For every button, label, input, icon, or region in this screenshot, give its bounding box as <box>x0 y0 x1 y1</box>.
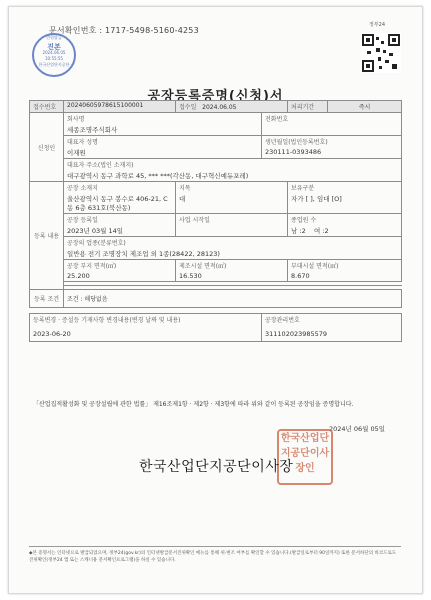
employees-female: 여 :2 <box>313 227 329 235</box>
issue-date: 2024년 06월 05일 <box>329 425 386 433</box>
facility-area-value: 16.530 <box>179 272 202 280</box>
receipt-no-value: 20240605978615100001 <box>64 101 176 113</box>
gov24-label: 정부24 <box>369 22 386 28</box>
birth-value: 230111-0393486 <box>265 148 322 156</box>
land-cell <box>176 182 288 214</box>
document-title: 공장등록증명(신청)서 <box>147 89 284 104</box>
change-row <box>30 314 402 342</box>
receipt-no-label: 접수번호 <box>30 101 64 113</box>
issuance-seal-time: 10:55:55 <box>45 56 63 61</box>
company-row <box>30 113 402 136</box>
issuance-seal-icon <box>32 33 76 77</box>
industry-label: 공장의 업종(분류번호) <box>67 240 126 247</box>
certificate-table <box>29 100 402 342</box>
site-area-value: 25.200 <box>67 272 90 280</box>
footer-divider <box>29 546 401 547</box>
verification-footnote: ◆본 증명서는 인터넷으로 발급되었으며, 정부24(gov.kr)의 인터넷발급문서진위확인 메뉴를 통해 위·변조 여부를 확인할 수 있습니다.(발급일로부터 90일까지) 또한 문서하단의 바코드로도 진위확인(정부24 앱 또는 스캐너용 문서확인프로그램)을 하실 수 있습니다. <box>29 551 397 563</box>
document-page <box>8 6 423 594</box>
address-row <box>30 159 402 182</box>
area-row <box>30 260 402 282</box>
document-number: 문서확인번호 : 1717-5498-5160-4253 <box>49 26 199 35</box>
document-number-label: 문서확인번호 <box>49 26 97 35</box>
conditions-label: 등록 조건 <box>30 290 64 308</box>
ownership-value: 자가 [ ], 임대 [O] <box>291 195 342 203</box>
employees-cell <box>288 214 402 237</box>
phone-cell <box>262 113 402 136</box>
period-label: 처리기간 <box>288 101 328 113</box>
receipt-row <box>30 101 402 113</box>
facility-area-label: 제조시설 면적(㎡) <box>179 263 227 270</box>
issuer-name: 한국산업단지공단이사장 <box>139 459 294 475</box>
issuance-seal-date: 2024.06.05 <box>42 50 66 55</box>
location-value: 울산광역시 동구 봉수로 406-21, C동 6층 631호(북산동) <box>67 195 168 212</box>
receipt-date <box>176 101 288 113</box>
regdate-label: 공장 등록일 <box>67 217 98 224</box>
location-label: 공장 소재지 <box>67 185 98 192</box>
address-label: 대표자 주소(법인 소재지) <box>67 162 134 169</box>
birth-cell <box>262 136 402 159</box>
annex-area-label: 부대시설 면적(㎡) <box>291 263 339 270</box>
phone-label: 전화번호 <box>265 116 289 123</box>
employees-value <box>291 226 398 235</box>
company-label: 회사명 <box>67 116 85 123</box>
site-area-label: 공장 부지 면적(㎡) <box>67 263 117 270</box>
birth-label: 생년월일(법인등록번호) <box>265 139 328 146</box>
receipt-date-label: 접수일 <box>179 104 197 111</box>
mgmt-cell <box>262 314 402 342</box>
dates-row <box>30 214 402 237</box>
employees-male: 남 :2 <box>291 227 306 235</box>
annex-area-value: 8.670 <box>291 272 310 280</box>
land-value: 대 <box>179 195 186 203</box>
applicant-section-label: 신청인 <box>30 113 64 182</box>
land-label: 지목 <box>179 185 191 192</box>
site-area-cell <box>64 260 176 282</box>
receipt-date-value: 2024.06.05 <box>202 104 237 111</box>
conditions-row <box>30 290 402 308</box>
opdate-cell <box>176 214 288 237</box>
ownership-cell <box>288 182 402 214</box>
industry-row <box>30 237 402 260</box>
conditions-value: 조건 : 해당없음 <box>64 290 402 308</box>
address-value: 대구광역시 동구 과학로 45, *** ***(각산동, 대구혁신예듀포레) <box>67 172 249 180</box>
annex-area-cell <box>288 260 402 282</box>
issuance-seal-mid: 진본 <box>47 43 61 51</box>
company-cell <box>64 113 262 136</box>
certification-notice: 「산업집적활성화 및 공장설립에 관한 법률」 제16조제1항 · 제2항 · 제3항에 따라 위와 같이 등록된 공장임을 증명합니다. <box>33 401 354 408</box>
period-value: 즉시 <box>328 101 402 113</box>
official-seal-icon: 한국산업단지공단이사장인 <box>277 429 333 485</box>
issuance-seal-top: 민원발급 <box>46 35 62 40</box>
change-label: 등록변경 · 증설등 기재사항 변경내용(변경 날짜 및 내용) <box>33 317 181 324</box>
company-value: 세종조명주식회사 <box>67 126 118 134</box>
opdate-label: 사업 시작일 <box>179 217 210 224</box>
employees-label: 종업원 수 <box>291 217 317 224</box>
address-cell <box>64 159 402 182</box>
ownership-label: 보유구분 <box>291 185 315 192</box>
issuance-seal-bottom: 한국산업단지공단 <box>38 62 70 67</box>
qr-code-icon <box>361 33 401 73</box>
change-date: 2023-06-20 <box>33 330 71 338</box>
industry-value: 일반용 전기 조명장치 제조업 외 1종(28422, 28123) <box>67 250 220 258</box>
rep-label: 대표자 성명 <box>67 139 98 146</box>
location-cell <box>64 182 176 214</box>
regdate-cell <box>64 214 176 237</box>
mgmt-value: 311102023985579 <box>265 330 328 338</box>
location-row <box>30 182 402 214</box>
regdate-value: 2023년 03월 14일 <box>67 227 124 235</box>
mgmt-label: 공장관리번호 <box>265 317 300 324</box>
industry-cell <box>64 237 402 260</box>
document-number-value: 1717-5498-5160-4253 <box>104 26 199 35</box>
rep-cell <box>64 136 262 159</box>
registration-section-label: 등록 내용 <box>30 182 64 290</box>
rep-row <box>30 136 402 159</box>
change-cell <box>30 314 262 342</box>
rep-value: 이재원 <box>67 149 86 157</box>
facility-area-cell <box>176 260 288 282</box>
